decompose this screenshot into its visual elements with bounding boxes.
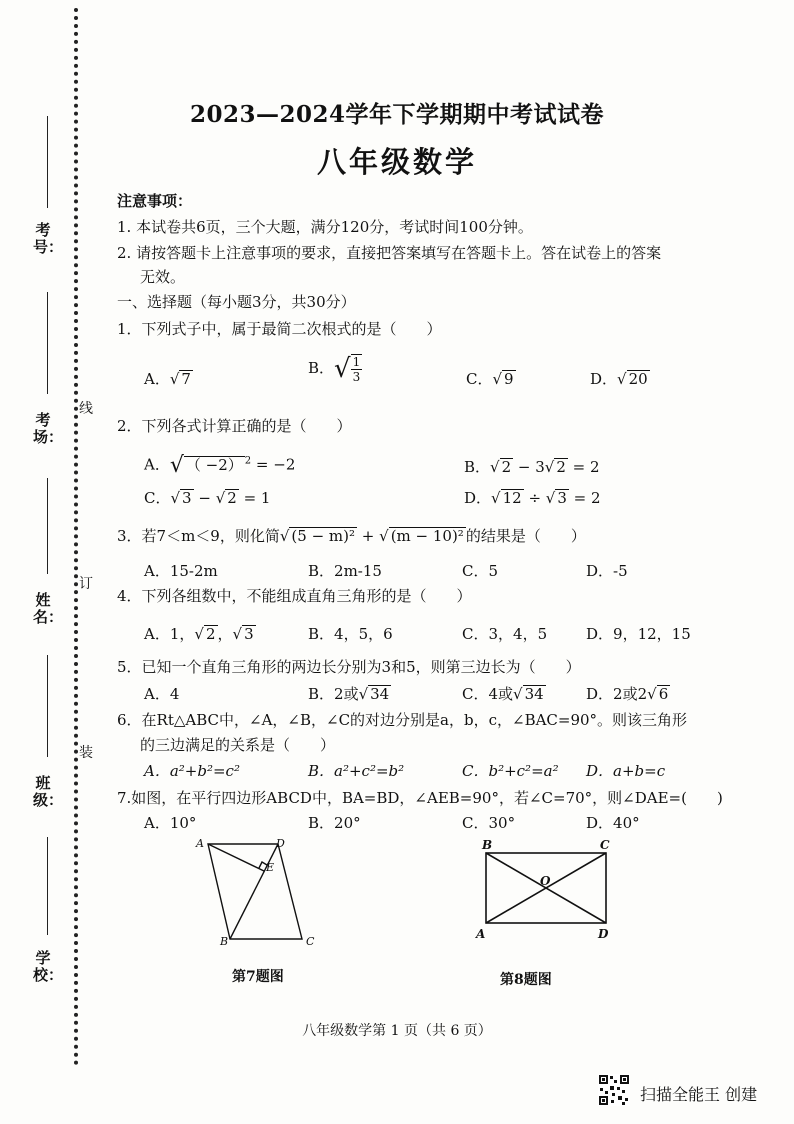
blank-school: [47, 837, 48, 935]
scanner-watermark: 扫描全能王 创建: [640, 1085, 758, 1104]
fig7-label-c: C: [306, 935, 315, 948]
fig8-label-d: D: [598, 927, 609, 941]
q2-option-d: D．√ 12 ÷ √ 3 = 2: [464, 489, 601, 507]
q2-stem: 2．下列各式计算正确的是（ ）: [117, 417, 352, 435]
q1-option-b: B．√ $\frac{1}{3}$: [308, 354, 361, 384]
q5-option-b: B．2或√ 34: [308, 685, 390, 703]
q2-option-c: C．√ 3 − √ 2 = 1: [144, 489, 271, 507]
notice-item-2: 2. 请按答题卡上注意事项的要求，直接把答案填写在答题卡上。答在试卷上的答案: [117, 244, 662, 262]
q1-stem: 1．下列式子中，属于最简二次根式的是（ ）: [117, 320, 442, 338]
q4-option-a: A．1，√ 2 ，√ 3: [144, 625, 254, 643]
exam-title: 2023—2024学年下学期期中考试试卷: [189, 101, 605, 128]
q6-stem-line1: 6．在Rt△ABC中，∠A，∠B，∠C的对边分别是a，b，c，∠BAC=90°。则该三角形: [117, 711, 688, 729]
blank-class: [47, 655, 48, 757]
fig7-label-b: B: [220, 935, 229, 948]
section-1-heading: 一、选择题（每小题3分，共30分）: [117, 293, 356, 311]
page-footer: 八年级数学第 1 页（共 6 页）: [302, 1023, 492, 1039]
q2-option-b: B．√ 2 − 3√ 2 = 2: [464, 458, 600, 476]
blank-name: [47, 478, 48, 574]
q5-option-d: D．2或2√ 6: [586, 685, 669, 703]
q6-option-d: D．a+b=c: [586, 762, 666, 780]
fig8-label-a: A: [476, 927, 486, 941]
q5-option-c: C．4或√ 34: [462, 685, 544, 703]
qr-code-icon: [598, 1074, 630, 1106]
fig7-parallelogram-outline: [208, 844, 302, 939]
q1-option-a: A．√ 7: [144, 370, 191, 388]
q7-stem: 7.如图，在平行四边形ABCD中，BA=BD，∠AEB=90°，若∠C=70°，则∠DAE=( ): [117, 789, 723, 807]
notice-heading: 注意事项：: [117, 192, 193, 210]
q3-option-b: B．2m-15: [308, 562, 382, 580]
q6-option-a: A．a²+b²=c²: [144, 762, 240, 780]
q7-option-d: D．40°: [586, 814, 640, 832]
q7-option-a: A．10°: [144, 814, 197, 832]
label-name: 姓名：: [33, 591, 64, 626]
q4-option-c: C．3，4，5: [462, 625, 548, 643]
q1-option-c: C．√ 9: [466, 370, 514, 388]
fig8-label-o: O: [540, 874, 551, 888]
q3-option-a: A．15-2m: [144, 562, 218, 580]
exam-subtitle: 八年级数学: [316, 145, 477, 179]
q3-option-d: D．-5: [586, 562, 628, 580]
notice-item-2-cont: 无效。: [140, 268, 186, 286]
fig7-segment-ae: [208, 844, 264, 871]
fig7-label-d: D: [276, 837, 285, 850]
fig7-label-e: E: [266, 861, 275, 874]
notice-item-1: 1. 本试卷共6页，三个大题，满分120分，考试时间100分钟。: [117, 218, 533, 236]
figure-7-caption: 第7题图: [232, 969, 284, 985]
binding-mark-bind: 装: [79, 745, 93, 761]
q5-stem: 5．已知一个直角三角形的两边长分别为3和5，则第三边长为（ ）: [117, 658, 581, 676]
q3-stem: 3．若7＜m＜9，则化简√ (5 − m)² + √ (m − 10)² 的结果是（ ）: [117, 527, 586, 545]
label-school: 学校：: [33, 949, 64, 984]
q4-option-d: D．9，12，15: [586, 625, 691, 643]
q6-stem-line2: 的三边满足的关系是（ ）: [140, 736, 336, 754]
fig7-label-a: A: [196, 837, 204, 850]
q6-option-b: B．a²+c²=b²: [308, 762, 405, 780]
fig8-label-c: C: [600, 838, 610, 852]
q4-option-b: B．4，5，6: [308, 625, 393, 643]
figure-7-parallelogram: [190, 833, 330, 953]
q4-stem: 4．下列各组数中，不能组成直角三角形的是（ ）: [117, 587, 472, 605]
binding-mark-staple: 订: [79, 576, 93, 592]
q7-option-c: C．30°: [462, 814, 516, 832]
label-class: 班级：: [33, 774, 64, 809]
blank-exam-room: [47, 292, 48, 394]
label-exam-number: 考号：: [33, 221, 64, 256]
figure-8-rectangle: [472, 838, 622, 948]
fig8-label-b: B: [482, 838, 493, 852]
figure-8-caption: 第8题图: [500, 972, 552, 988]
binding-mark-line: 线: [79, 401, 93, 417]
label-exam-room: 考场：: [33, 411, 64, 446]
q5-option-a: A．4: [144, 685, 180, 703]
q3-option-c: C．5: [462, 562, 499, 580]
q1-option-d: D．√ 20: [590, 370, 648, 388]
q7-option-b: B．20°: [308, 814, 361, 832]
q2-option-a: A．√ （ −2） $^2$ = −2: [144, 453, 296, 478]
q6-option-c: C．b²+c²=a²: [462, 762, 559, 780]
